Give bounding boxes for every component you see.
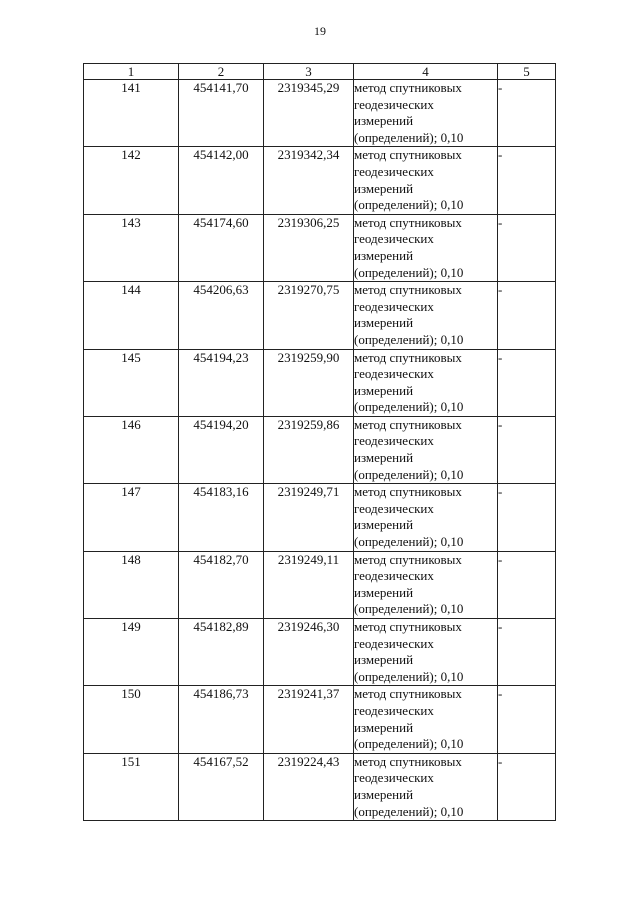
extra-cell: -: [498, 214, 556, 281]
point-number-cell: 144: [84, 282, 179, 349]
y-coordinate-cell: 2319224,43: [264, 753, 354, 820]
column-header-2: 2: [179, 64, 264, 80]
method-line: метод спутниковых: [354, 349, 462, 365]
point-number-cell: 145: [84, 349, 179, 416]
x-coordinate-cell: 454206,63: [179, 282, 264, 349]
method-line: геодезических: [354, 96, 434, 112]
method-line: геодезических: [354, 702, 434, 718]
x-coordinate-cell: 454141,70: [179, 80, 264, 147]
method-line: метод спутниковых: [354, 619, 462, 634]
method-cell: [354, 753, 498, 820]
y-coordinate-cell: 2319246,30: [264, 619, 354, 686]
page-number: 19: [314, 24, 326, 38]
y-coordinate-cell: 2319241,37: [264, 686, 354, 753]
point-number-cell: 149: [84, 619, 179, 686]
method-line: геодезических: [354, 635, 434, 651]
extra-cell: -: [498, 619, 556, 686]
method-line: измерений: [354, 247, 414, 263]
y-coordinate-cell: 2319249,11: [264, 551, 354, 618]
method-line: метод спутниковых: [354, 80, 462, 95]
y-coordinate-cell: 2319259,86: [264, 416, 354, 483]
method-line: (определений); 0,10: [354, 601, 464, 617]
method-line: геодезических: [354, 163, 434, 179]
extra-cell: -: [498, 753, 556, 820]
extra-cell: -: [498, 416, 556, 483]
method-cell: [354, 416, 498, 483]
method-line: измерений: [354, 113, 414, 129]
x-coordinate-cell: 454186,73: [179, 686, 264, 753]
method-cell: [354, 214, 498, 281]
method-line: измерений: [354, 382, 414, 398]
method-line: (определений); 0,10: [354, 331, 464, 347]
x-coordinate-cell: 454194,20: [179, 416, 264, 483]
method-cell: [354, 484, 498, 551]
method-line: геодезических: [354, 500, 434, 516]
method-line: измерений: [354, 450, 414, 466]
column-header-4: 4: [354, 64, 498, 80]
method-line: (определений); 0,10: [354, 399, 464, 415]
y-coordinate-cell: 2319345,29: [264, 80, 354, 147]
table-row: [84, 619, 556, 686]
method-line: (определений); 0,10: [354, 129, 464, 145]
method-line: метод спутниковых: [354, 416, 462, 432]
method-line: измерений: [354, 719, 414, 735]
table-row: [84, 147, 556, 214]
x-coordinate-cell: 454183,16: [179, 484, 264, 551]
method-line: измерений: [354, 517, 414, 533]
method-line: метод спутниковых: [354, 282, 462, 298]
method-line: измерений: [354, 584, 414, 600]
method-line: (определений); 0,10: [354, 466, 464, 482]
table-row: [84, 551, 556, 618]
extra-cell: -: [498, 147, 556, 214]
method-line: (определений); 0,10: [354, 668, 464, 684]
extra-cell: -: [498, 349, 556, 416]
method-line: измерений: [354, 786, 414, 802]
y-coordinate-cell: 2319306,25: [264, 214, 354, 281]
extra-cell: -: [498, 551, 556, 618]
method-line: измерений: [354, 315, 414, 331]
method-line: геодезических: [354, 366, 434, 382]
point-number-cell: 141: [84, 80, 179, 147]
table-row: [84, 416, 556, 483]
point-number-cell: 142: [84, 147, 179, 214]
table-row: [84, 349, 556, 416]
method-line: (определений); 0,10: [354, 534, 464, 550]
y-coordinate-cell: 2319270,75: [264, 282, 354, 349]
header-row: [84, 64, 556, 80]
table-row: [84, 686, 556, 753]
method-line: метод спутниковых: [354, 686, 462, 702]
x-coordinate-cell: 454182,89: [179, 619, 264, 686]
method-cell: [354, 80, 498, 147]
table-row: [84, 753, 556, 820]
extra-cell: -: [498, 80, 556, 147]
method-line: геодезических: [354, 298, 434, 314]
x-coordinate-cell: 454182,70: [179, 551, 264, 618]
table-row: [84, 484, 556, 551]
method-cell: [354, 686, 498, 753]
method-line: метод спутниковых: [354, 147, 462, 163]
table-row: [84, 80, 556, 147]
point-number-cell: 146: [84, 416, 179, 483]
extra-cell: -: [498, 686, 556, 753]
method-line: (определений); 0,10: [354, 803, 464, 819]
extra-cell: -: [498, 484, 556, 551]
coordinates-table: [83, 63, 556, 821]
x-coordinate-cell: 454142,00: [179, 147, 264, 214]
point-number-cell: 150: [84, 686, 179, 753]
method-cell: [354, 282, 498, 349]
point-number-cell: 151: [84, 753, 179, 820]
x-coordinate-cell: 454194,23: [179, 349, 264, 416]
method-cell: [354, 551, 498, 618]
method-line: измерений: [354, 180, 414, 196]
column-header-3: 3: [264, 64, 354, 80]
method-line: (определений); 0,10: [354, 197, 464, 213]
method-cell: [354, 349, 498, 416]
method-line: геодезических: [354, 231, 434, 247]
method-line: метод спутниковых: [354, 753, 462, 769]
method-line: геодезических: [354, 568, 434, 584]
column-header-5: 5: [498, 64, 556, 80]
x-coordinate-cell: 454167,52: [179, 753, 264, 820]
point-number-cell: 148: [84, 551, 179, 618]
method-cell: [354, 619, 498, 686]
column-header-1: 1: [84, 64, 179, 80]
method-line: (определений); 0,10: [354, 264, 464, 280]
table-row: [84, 214, 556, 281]
method-line: (определений); 0,10: [354, 736, 464, 752]
method-line: измерений: [354, 652, 414, 668]
y-coordinate-cell: 2319249,71: [264, 484, 354, 551]
table-row: [84, 282, 556, 349]
method-line: метод спутниковых: [354, 484, 462, 500]
x-coordinate-cell: 454174,60: [179, 214, 264, 281]
method-line: метод спутниковых: [354, 214, 462, 230]
y-coordinate-cell: 2319342,34: [264, 147, 354, 214]
method-line: метод спутниковых: [354, 551, 462, 567]
method-line: геодезических: [354, 770, 434, 786]
method-cell: [354, 147, 498, 214]
point-number-cell: 143: [84, 214, 179, 281]
method-line: геодезических: [354, 433, 434, 449]
y-coordinate-cell: 2319259,90: [264, 349, 354, 416]
extra-cell: -: [498, 282, 556, 349]
point-number-cell: 147: [84, 484, 179, 551]
